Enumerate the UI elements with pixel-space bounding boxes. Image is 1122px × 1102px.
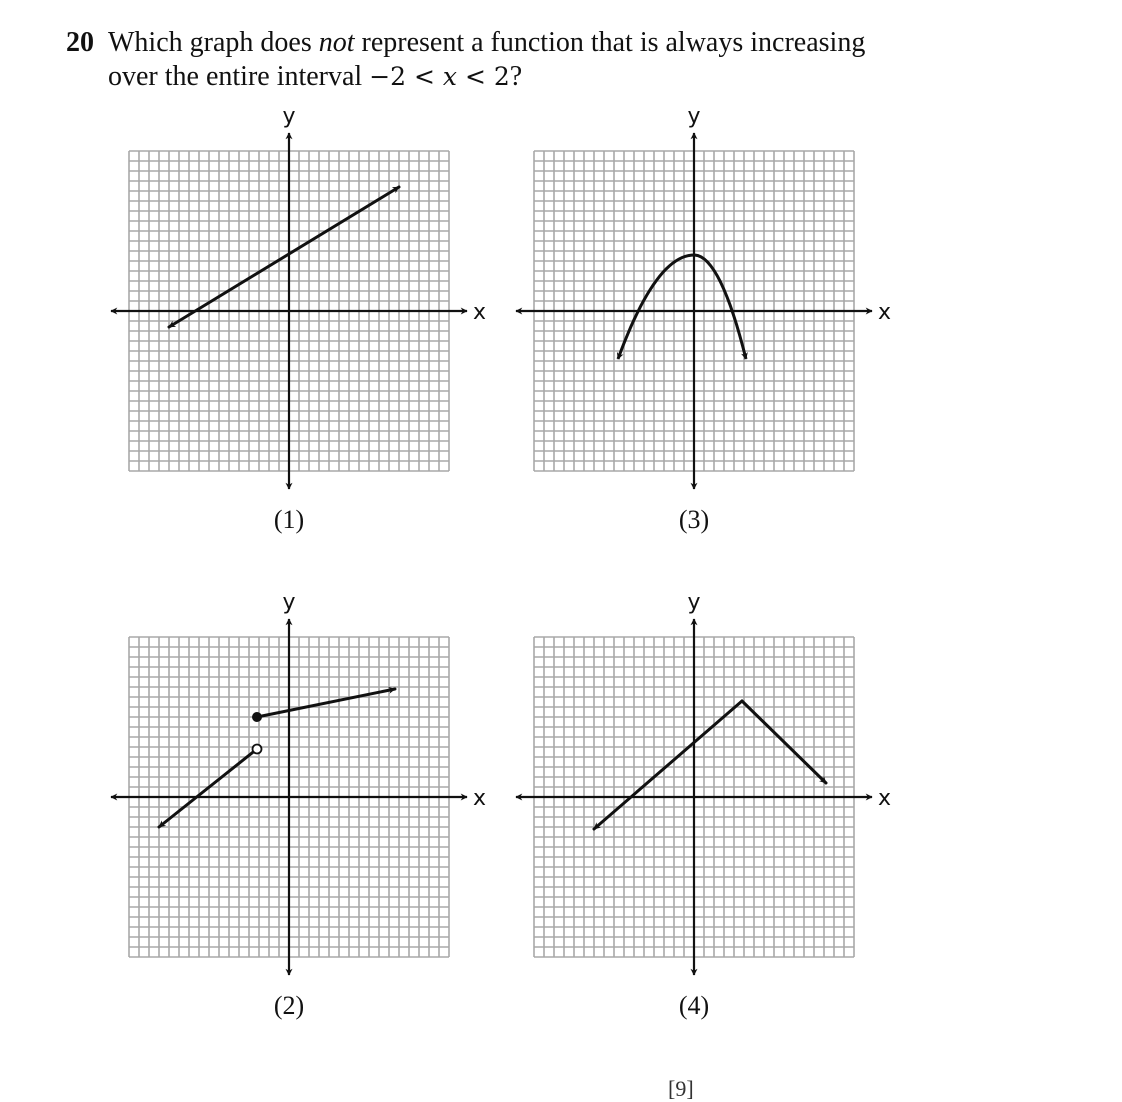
closed-endpoint-dot bbox=[252, 712, 262, 722]
question-text-part: Which graph does bbox=[108, 27, 319, 58]
choice-label: (2) bbox=[273, 991, 305, 1020]
graph-panel-3 bbox=[516, 104, 891, 534]
interval-upper: 2 bbox=[493, 62, 510, 91]
question-text-part: over the entire interval bbox=[108, 61, 370, 92]
choice-label: (4) bbox=[678, 991, 710, 1020]
graph-segment bbox=[169, 187, 399, 327]
open-endpoint-dot bbox=[253, 745, 262, 754]
interval-lower: −2 bbox=[369, 62, 407, 91]
x-axis-label: x bbox=[878, 300, 892, 325]
interval-lt: < bbox=[457, 62, 494, 91]
y-axis-label: y bbox=[687, 590, 701, 615]
graph-panel-4 bbox=[516, 590, 891, 1020]
y-axis-label: y bbox=[282, 590, 296, 615]
question-text-part: represent a function that is always increasing bbox=[354, 27, 866, 58]
graph-segment bbox=[257, 689, 395, 717]
page-number-fragment: [9] bbox=[668, 1076, 694, 1101]
graph-panel-2 bbox=[111, 590, 486, 1020]
graph-segment bbox=[594, 701, 742, 829]
question-number: 20 bbox=[66, 27, 94, 58]
x-axis-label: x bbox=[473, 786, 487, 811]
interval-variable: x bbox=[442, 62, 458, 91]
y-axis-label: y bbox=[282, 104, 296, 129]
graph-panel-1 bbox=[111, 104, 486, 534]
graph-segment bbox=[159, 749, 257, 827]
x-axis-label: x bbox=[878, 786, 892, 811]
choice-label: (1) bbox=[273, 505, 305, 534]
question-mark: ? bbox=[509, 61, 523, 92]
interval-lt: < bbox=[406, 62, 443, 91]
choice-label: (3) bbox=[678, 505, 710, 534]
x-axis-label: x bbox=[473, 300, 487, 325]
question-emphasis: not bbox=[318, 27, 355, 58]
y-axis-label: y bbox=[687, 104, 701, 129]
